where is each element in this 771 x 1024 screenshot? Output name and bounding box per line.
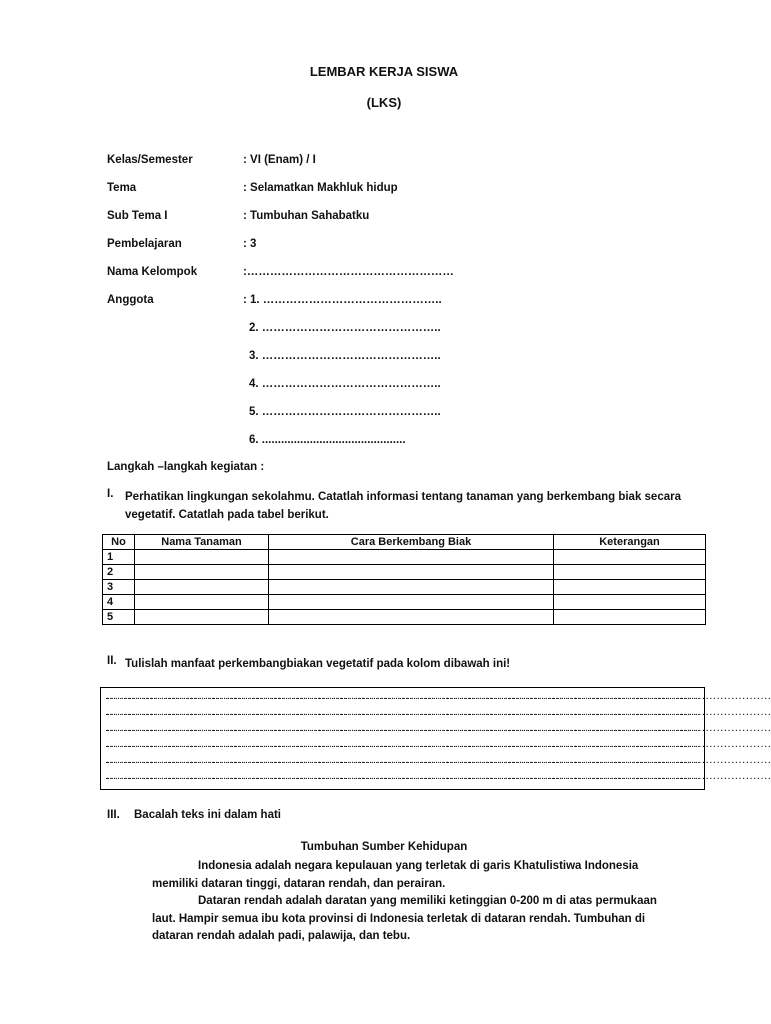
answer-line[interactable]: ...................................................................................................................................................................................... <box>106 706 771 718</box>
q3-instruction: Bacalah teks ini dalam hati <box>134 809 282 821</box>
table-header-row <box>103 535 706 550</box>
cell-keterangan[interactable] <box>554 610 706 625</box>
cell-cara[interactable] <box>269 565 554 580</box>
q1-number: I. <box>107 488 114 500</box>
answer-line[interactable]: ...................................................................................................................................................................................... <box>106 754 771 766</box>
info-label-kelas: Kelas/Semester <box>107 154 193 166</box>
member-field-6[interactable]: 6. ............................................. <box>249 434 406 446</box>
cell-nama-tanaman[interactable] <box>135 595 269 610</box>
info-value-pembelajaran: : 3 <box>243 238 257 250</box>
cell-nama-tanaman[interactable] <box>135 580 269 595</box>
table-row <box>103 610 706 625</box>
q2-instruction: Tulislah manfaat perkembangbiakan vegetatif pada kolom dibawah ini! <box>125 658 511 670</box>
worksheet-title: LEMBAR KERJA SISWA <box>309 64 459 79</box>
reading-title: Tumbuhan Sumber Kehidupan <box>300 841 468 853</box>
row-number: 4 <box>103 595 135 610</box>
q1-instruction: Perhatikan lingkungan sekolahmu. Catatlah informasi tentang tanaman yang berkembang biak secara vegetatif. Catatlah pada tabel berikut. <box>125 491 681 521</box>
col-header-nama-tanaman: Nama Tanaman <box>135 535 269 550</box>
answer-line[interactable]: ...................................................................................................................................................................................... <box>106 690 771 702</box>
cell-cara[interactable] <box>269 610 554 625</box>
cell-nama-tanaman[interactable] <box>135 610 269 625</box>
member-field-5[interactable]: 5. ……………………………………….. <box>249 406 441 418</box>
q2-number: II. <box>107 655 117 667</box>
answer-box[interactable] <box>100 687 771 790</box>
info-value-kelas: : VI (Enam) / I <box>243 154 316 166</box>
reading-paragraph-2: Dataran rendah adalah daratan yang memiliki ketinggian 0-200 m di atas permukaan laut. Hampir semua ibu kota provinsi di Indonesia terletak di dataran rendah. Tumbuhan di dataran rendah adalah padi, palawija, dan tebu. <box>152 895 657 942</box>
plant-table <box>102 534 706 625</box>
worksheet-subtitle: (LKS) <box>366 95 402 110</box>
cell-keterangan[interactable] <box>554 580 706 595</box>
cell-nama-tanaman[interactable] <box>135 565 269 580</box>
answer-line[interactable]: ...................................................................................................................................................................................... <box>106 722 771 734</box>
col-header-cara: Cara Berkembang Biak <box>269 535 554 550</box>
table-row <box>103 580 706 595</box>
col-header-keterangan: Keterangan <box>554 535 706 550</box>
answer-line[interactable]: ...................................................................................................................................................................................... <box>106 738 771 750</box>
info-value-tema: : Selamatkan Makhluk hidup <box>243 182 398 194</box>
steps-heading: Langkah –langkah kegiatan : <box>107 461 265 473</box>
info-value-subtema: : Tumbuhan Sahabatku <box>243 210 370 222</box>
info-label-subtema: Sub Tema I <box>107 210 168 222</box>
col-header-no: No <box>103 535 135 550</box>
member-field-2[interactable]: 2. ……………………………………….. <box>249 322 441 334</box>
cell-cara[interactable] <box>269 550 554 565</box>
row-number: 3 <box>103 580 135 595</box>
cell-cara[interactable] <box>269 580 554 595</box>
member-field-1[interactable]: : 1. ……………………………………….. <box>243 294 442 306</box>
answer-line[interactable]: ...................................................................................................................................................................................... <box>106 770 771 782</box>
reading-paragraph-1: Indonesia adalah negara kepulauan yang terletak di garis Khatulistiwa Indonesia memiliki dataran tinggi, dataran rendah, dan perairan. <box>152 860 639 890</box>
table-row <box>103 565 706 580</box>
cell-keterangan[interactable] <box>554 595 706 610</box>
row-number: 5 <box>103 610 135 625</box>
cell-cara[interactable] <box>269 595 554 610</box>
info-label-tema: Tema <box>107 182 137 194</box>
row-number: 1 <box>103 550 135 565</box>
row-number: 2 <box>103 565 135 580</box>
group-name-field[interactable]: :……………………………………………… <box>243 266 454 278</box>
info-label-pembelajaran: Pembelajaran <box>107 238 182 250</box>
table-row <box>103 595 706 610</box>
cell-nama-tanaman[interactable] <box>135 550 269 565</box>
cell-keterangan[interactable] <box>554 565 706 580</box>
q3-number: III. <box>107 809 120 821</box>
cell-keterangan[interactable] <box>554 550 706 565</box>
info-label-anggota: Anggota <box>107 294 154 306</box>
info-label-nama-kelompok: Nama Kelompok <box>107 266 198 278</box>
member-field-4[interactable]: 4. ……………………………………….. <box>249 378 441 390</box>
table-row <box>103 550 706 565</box>
member-field-3[interactable]: 3. ……………………………………….. <box>249 350 441 362</box>
